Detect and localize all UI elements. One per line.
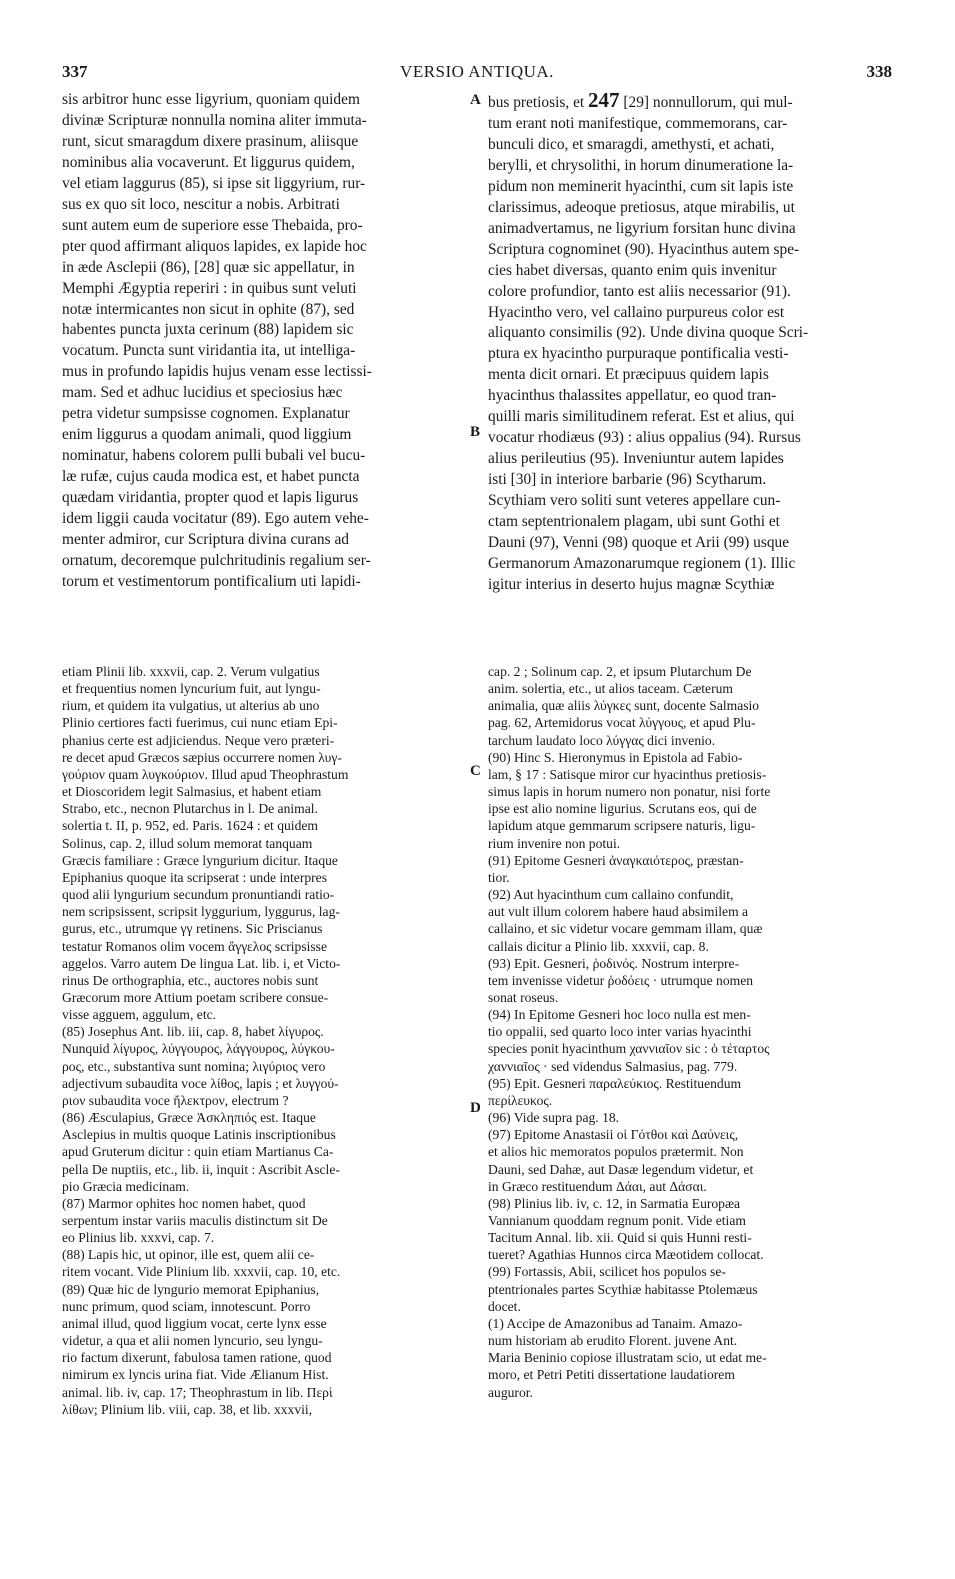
footnote-line: Græcorum more Attium poetam scribere consue-	[62, 989, 329, 1005]
footnote-line: serpentum instar variis maculis distinctum sit De	[62, 1213, 328, 1228]
text-line: habentes puncta juxta cerinum (88) lapidem sic	[62, 321, 354, 339]
footnote-line: adjectivum subaudita voce λίθος, lapis ; et λυγγού-	[62, 1075, 339, 1091]
footnote-line: Dauni, sed Dahæ, aut Dasæ legendum videtur, et	[488, 1161, 754, 1177]
text-line: idem liggii cauda vocitatur (89). Ego autem vehe-	[62, 510, 369, 528]
footnote-line: num historiam ab erudito Florent. juvene Ant.	[488, 1333, 738, 1349]
text-line	[488, 90, 891, 114]
footnote-line: (88) Lapis hic, ut opinor, ille est, quem alii ce-	[62, 1247, 315, 1263]
footnote-line: (93) Epit. Gesneri, ῥοδινός. Nostrum interpre-	[488, 955, 740, 971]
footnote-line: apud Gruterum dicitur : quin etiam Martianus Ca-	[62, 1144, 334, 1160]
footnote-line: gurus, etc., utrumque γγ retinens. Sic Priscianus	[62, 921, 323, 937]
footnote-line: Solinus, cap. 2, illud solum memorat tanquam	[62, 835, 313, 851]
footnote-line: rinus De orthographia, etc., auctores nobis sunt	[62, 972, 319, 988]
footnote-line: (95) Epit. Gesneri παραλεύκιος. Restituendum	[488, 1075, 742, 1091]
footnote-line: lapidum atque gemmarum scripsere naturis, ligu-	[488, 818, 756, 834]
text-line: sus ex quo sit loco, nescitur a nobis. Arbitrati	[62, 195, 340, 213]
text-line: animadvertamus, ne ligyrium forsitan hunc divina	[488, 219, 796, 237]
column-number: 247	[588, 90, 620, 112]
footnote-line: pag. 62, Artemidorus vocat λύγγους, et apud Plu-	[488, 715, 756, 731]
footnote-line: animal illud, quod liggium vocat, certe lynx esse	[62, 1315, 327, 1331]
footnote-line: docet.	[488, 1298, 521, 1314]
footnote-line: (85) Josephus Ant. lib. iii, cap. 8, habet λίγυρος.	[62, 1024, 324, 1040]
footnote-line: Maria Beninio copiose illustratam scio, ut edat me-	[488, 1350, 767, 1366]
text-line: vocatur rhodiæus (93) : alius oppalius (94). Rursus	[488, 429, 801, 447]
text-line: sunt autem eum de superiore esse Thebaida, pro-	[62, 216, 363, 234]
text-line: mus in profundo lapidis hujus venam esse lectissi-	[62, 363, 372, 381]
text-line: menta dicit ornari. Et præcipuus quidem lapis	[488, 366, 769, 384]
footnote-line: (97) Epitome Anastasii οἱ Γότθοι καὶ Δαύνεις,	[488, 1127, 739, 1143]
footnote-line: (89) Quæ hic de lyngurio memorat Epiphanius,	[62, 1281, 320, 1297]
footnote-line: animalia, quæ aliis λύγκες sunt, docente Salmasio	[488, 698, 760, 714]
footnote-line: ritem vocant. Vide Plinium lib. xxxvii, cap. 10, etc.	[62, 1264, 341, 1280]
footnote-line: callais dicitur a Plinio lib. xxxvii, cap. 8.	[488, 938, 709, 954]
text-line: Dauni (97), Venni (98) quoque et Arii (99) usque	[488, 534, 790, 552]
margin-letter-d: D	[470, 1100, 481, 1116]
footnote-line: callaino, et sic videtur vocare gemmam illam, quæ	[488, 921, 763, 937]
footnote-line: tio oppalii, sed quarto loco inter varias hyacinthi	[488, 1024, 752, 1040]
footnote-line: tarchum laudato loco λύγγας dici invenio.	[488, 732, 716, 748]
footnote-line: etiam Plinii lib. xxxvii, cap. 2. Verum vulgatius	[62, 664, 320, 679]
footnote-line: (92) Aut hyacinthum cum callaino confundit,	[488, 887, 734, 903]
footnote-line: (1) Accipe de Amazonibus ad Tanaim. Amazo-	[488, 1315, 743, 1331]
footnote-line: tior.	[488, 869, 510, 885]
text-line: pidum non meminerit hyacinthi, cum sit lapis iste	[488, 177, 794, 195]
footnote-line: (87) Marmor ophites hoc nomen habet, quod	[62, 1195, 306, 1211]
footnote-line: tem invenisse videtur ῥοδόεις · utrumque nomen	[488, 972, 754, 988]
footnote-line: auguror.	[488, 1384, 533, 1400]
text-line: quilli maris similitudinem referat. Est et alius, qui	[488, 408, 795, 426]
margin-letter-c: C	[470, 763, 481, 779]
footnote-line: λίθων; Plinium lib. viii, cap. 38, et lib. xxxvii,	[62, 1401, 313, 1417]
footnote-line: Nunquid λίγυρος, λύγγουρος, λάγγουρος, λύγκου-	[62, 1041, 335, 1057]
text-line: nominibus alia vocaverunt. Et liggurus quidem,	[62, 153, 355, 171]
footnote-line: pio Græcia medicinam.	[62, 1178, 190, 1194]
main-text-right-column	[488, 90, 891, 596]
margin-letter-b: B	[470, 424, 481, 440]
footnote-line: (98) Plinius lib. iv, c. 12, in Sarmatia Europæa	[488, 1195, 741, 1211]
text-line: torum et vestimentorum pontificalium uti lapidi-	[62, 572, 361, 590]
footnote-line: rium, et quidem ita vulgatius, ut alterius ab uno	[62, 698, 320, 714]
footnote-line: (90) Hinc S. Hieronymus in Epistola ad Fabio-	[488, 749, 743, 765]
footnotes-left-column	[62, 663, 468, 1418]
text-line: mam. Sed et adhuc lucidius et speciosius hæc	[62, 384, 343, 402]
footnote-line: (86) Æsculapius, Græce Ἀσκληπιός est. Itaque	[62, 1110, 316, 1126]
footnote-line: ptentrionales partes Scythiæ habitasse Ptolemæus	[488, 1281, 758, 1297]
text-line: Hyacintho vero, vel callaino purpureus color est	[488, 303, 785, 321]
footnote-line: γούριον quam λυγκούριον. Illud apud Theophrastum	[62, 766, 349, 782]
footnote-line: testatur Romanos olim vocem ἄγγελος scripsisse	[62, 938, 328, 954]
footnote-line: περίλευκος.	[488, 1092, 553, 1108]
text-line: clarissimus, adeoque pretiosus, atque mirabilis, ut	[488, 198, 795, 216]
text-line: sis arbitror hunc esse ligyrium, quoniam quidem	[62, 91, 360, 108]
text-line: Germanorum Amazonarumque regionem (1). Illic	[488, 554, 796, 572]
text-line: tum erant noti manifestique, commemorans, car-	[488, 114, 788, 132]
text-line: notæ intermicantes non sicut in ophite (87), sed	[62, 300, 355, 318]
text-line: ptura ex hyacintho purpuraque pontificalia vesti-	[488, 345, 789, 363]
text-fragment: [29] nonnullorum, qui mul-	[619, 94, 793, 111]
footnote-line: visse agguem, aggulum, etc.	[62, 1007, 217, 1023]
footnote-line: et Dioscoridem legit Salmasius, et habent etiam	[62, 784, 322, 800]
footnote-line: simus lapis in horum numero non ponatur, nisi forte	[488, 784, 771, 800]
text-line: petra videtur sumpsisse cognomen. Explanatur	[62, 405, 350, 423]
page-header	[62, 62, 892, 86]
text-line: ctam septentrionalem plagam, ubi sunt Gothi et	[488, 513, 780, 531]
footnote-line: nimirum ex lyncis urina fiat. Vide Ælianum Hist.	[62, 1367, 329, 1383]
footnote-line: aut vult illum colorem habere haud absimilem a	[488, 904, 749, 920]
footnote-line: in Græco restituendum Δάαι, aut Δάσαι.	[488, 1178, 707, 1194]
footnote-line: nem scripsissent, scripsit lyggurium, lyggurus, lag-	[62, 904, 340, 920]
footnote-line: (96) Vide supra pag. 18.	[488, 1110, 620, 1126]
text-line: Memphi Ægyptia reperiri : in quibus sunt veluti	[62, 279, 357, 297]
footnote-line: et alios hic memoratos populos prætermit. Non	[488, 1144, 744, 1160]
text-line: ornatum, decoremque pulchritudinis regalium ser-	[62, 551, 371, 569]
text-line: runt, sicut smaragdum dixere prasinum, aliisque	[62, 132, 359, 150]
footnote-line: Asclepius in multis quoque Latinis inscriptionibus	[62, 1127, 336, 1143]
footnote-line: re decet apud Græcos sæpius occurrere nomen λυγ-	[62, 749, 342, 765]
footnote-line: Plinio certiores facti fuerimus, cui nunc etiam Epi-	[62, 715, 338, 731]
text-line: enim liggurus a quodam animali, quod liggium	[62, 426, 352, 444]
footnote-line: sonat roseus.	[488, 989, 559, 1005]
text-line: Scythiam vero soliti sunt veteres appellare cun-	[488, 492, 781, 510]
footnote-line: species ponit hyacinthum χαννιαῖον sic : ὁ τέταρτος	[488, 1041, 770, 1057]
text-line: igitur interius in deserto hujus magnæ Scythiæ	[488, 575, 775, 593]
page-number-left: 337	[62, 62, 88, 81]
text-line: in æde Asclepii (86), [28] quæ sic appellatur, in	[62, 258, 355, 276]
text-line: divinæ Scripturæ nonnulla nomina aliter immuta-	[62, 111, 367, 129]
footnote-line: rio factum dixerunt, fabulosa tamen ratione, quod	[62, 1350, 332, 1366]
text-line: alius perileutius (95). Inveniuntur autem lapides	[488, 450, 784, 468]
page-number-right: 338	[866, 62, 892, 81]
text-line: pter quod affirmant aliquos lapides, ex lapide hoc	[62, 237, 367, 255]
footnote-line: nunc primum, quod sciam, innotescunt. Porro	[62, 1298, 311, 1314]
text-line: hyacinthus thalassites appellatur, eo quod tran-	[488, 387, 777, 405]
footnote-line: pella De nuptiis, etc., lib. ii, inquit : Ascribit Ascle-	[62, 1161, 340, 1177]
footnote-line: rium invenire non potui.	[488, 835, 621, 851]
text-line: berylli, et chrysolithi, in horum dinumeratione la-	[488, 156, 794, 174]
footnote-line: Græcis familiare : Græce lyngurium dicitur. Itaque	[62, 852, 338, 868]
footnote-line: aggelos. Varro autem De lingua Lat. lib. i, et Victo-	[62, 955, 341, 971]
footnote-line: solertia t. II, p. 952, ed. Paris. 1624 : et quidem	[62, 818, 318, 834]
text-line: bunculi dico, et smaragdi, amethysti, et achati,	[488, 135, 775, 153]
footnote-line: tueret? Agathias Hunnos circa Mæotidem collocat.	[488, 1247, 764, 1263]
text-line: cies habet diversas, quanto enim quis invenitur	[488, 261, 777, 279]
footnote-line: Tacitum Annal. lib. xii. Quid si quis Hunni resti-	[488, 1230, 752, 1246]
footnote-line: ipse est alio nomine ligurius. Scrutans eos, qui de	[488, 801, 757, 817]
footnote-line: Epiphanius quoque ita scripserat : unde interpres	[62, 869, 328, 885]
text-line: colore profundior, tanto est aliis necessarior (91).	[488, 282, 791, 300]
footnote-line: ρος, etc., substantiva sunt nomina; λιγύριος vero	[62, 1058, 326, 1074]
margin-letter-a: A	[470, 92, 481, 108]
footnote-line: lam, § 17 : Satisque miror cur hyacinthus pretiosis-	[488, 766, 767, 782]
footnote-line: videtur, a qua et alii nomen lyncurio, seu lyngu-	[62, 1333, 323, 1349]
footnote-line: ριον subaudita voce ἤλεκτρον, electrum ?	[62, 1092, 289, 1108]
text-line: menter admiror, cur Scriptura divina curans ad	[62, 531, 349, 549]
footnote-line: Vannianum quoddam regnum ponit. Vide etiam	[488, 1213, 746, 1228]
text-line: Scriptura cognominet (90). Hyacinthus autem spe-	[488, 240, 800, 258]
footnote-line: anim. solertia, etc., ut alios taceam. Cæterum	[488, 681, 733, 697]
text-fragment: bus pretiosis, et	[488, 94, 589, 111]
text-line: aliquanto consimilis (92). Unde divina quoque Scri-	[488, 324, 809, 342]
text-line: nominatur, habens colorem pulli bubali vel bucu-	[62, 447, 366, 465]
footnote-line: (91) Epitome Gesneri ἀναγκαιότερος, præstan-	[488, 852, 744, 868]
footnote-line: (99) Fortassis, Abii, scilicet hos populos se-	[488, 1264, 726, 1280]
footnote-line: cap. 2 ; Solinum cap. 2, et ipsum Plutarchum De	[488, 664, 752, 679]
footnote-line: animal. lib. iv, cap. 17; Theophrastum in lib. Περὶ	[62, 1384, 333, 1400]
text-line: vocatum. Puncta sunt viridantia ita, ut intelliga-	[62, 342, 356, 360]
running-title: VERSIO ANTIQUA.	[400, 62, 554, 81]
text-line: quædam viridantia, propter quod et lapis ligurus	[62, 489, 359, 507]
footnote-line: Strabo, etc., necnon Plutarchus in l. De animal.	[62, 801, 318, 817]
footnote-line: moro, et Petri Petiti dissertatione laudatiorem	[488, 1367, 735, 1383]
footnotes-right-column	[488, 663, 891, 1401]
footnote-line: phanius certe est adjiciendus. Neque vero præteri-	[62, 732, 335, 748]
footnote-line: eo Plinius lib. xxxvi, cap. 7.	[62, 1230, 215, 1246]
main-text-left-column	[62, 90, 468, 593]
footnote-line: (94) In Epitome Gesneri hoc loco nulla est men-	[488, 1007, 751, 1023]
footnote-line: et frequentius nomen lyncurium fuit, aut lyngu-	[62, 681, 321, 697]
text-line: læ rufæ, cujus cauda modica est, et habet puncta	[62, 468, 360, 486]
footnote-line: χαννιαῖος · sed videndus Salmasius, pag. 779.	[488, 1058, 738, 1074]
text-line: vel etiam laggurus (85), si ipse sit liggyrium, rur-	[62, 174, 366, 192]
text-line: isti [30] in interiore barbarie (96) Scytharum.	[488, 471, 767, 489]
footnote-line: quod alii lyngurium secundum pronuntiandi ratio-	[62, 887, 335, 903]
